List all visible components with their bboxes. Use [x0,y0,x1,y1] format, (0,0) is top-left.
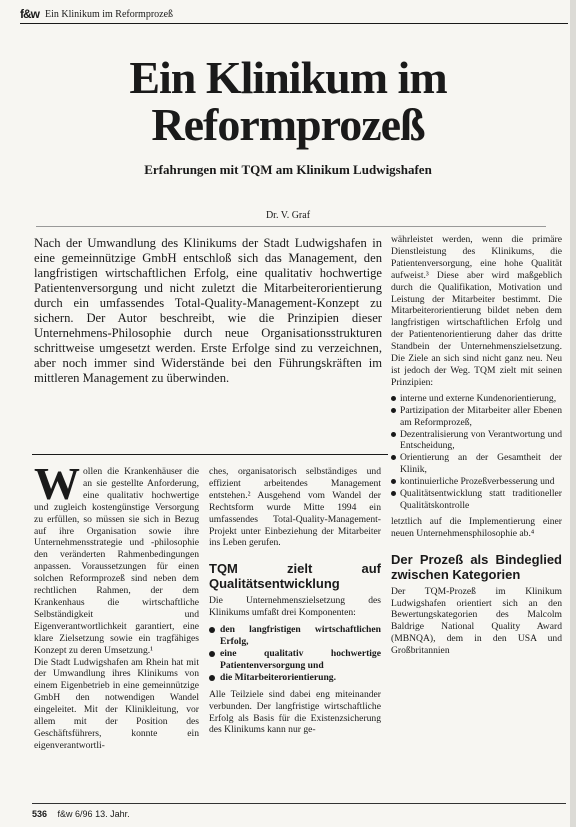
paragraph-text: ollen die Krankenhäuser die an sie gestellte Anforderung, eine qualitativ hochwertige und zugleich kostengünstige Versorgung zu erfüllen, so müssen sie sich in Bezug auf ihre Organisation sowie ihre Unternehmensstrategie und -philosophie den veränderten Rahmenbedingungen anpassen. Voraussetzungen für einen solchen Reformprozeß sind neben dem rechtlichen Rahmen, der dem Krankenhaus die wirtschaftliche Selbständigkeit und Eigenverantwortlichkeit garantiert, eine klare Zielsetzung sowie ein tragfähiges Konzept zu deren Umsetzung.¹ [34,466,199,656]
principles-list [391,393,562,512]
list-item: interne und externe Kundenorientierung, [391,393,562,405]
page-footer [32,809,130,819]
paragraph: letztlich auf die Implementierung einer neuen Unternehmensphilosophie ab.⁴ [391,515,562,539]
header-rule [20,23,568,24]
article-subtitle: Erfahrungen mit TQM am Klinikum Ludwigshafen [144,162,432,177]
running-title: Ein Klinikum im Reformprozeß [45,8,174,20]
column-1 [34,458,199,752]
journal-logo: f&w [20,7,39,21]
journal-issue: f&w 6/96 13. Jahr. [57,809,130,819]
author-rule [36,226,546,227]
drop-cap: W [34,458,80,509]
article-title-line-1: Ein Klinikum im [129,52,447,103]
paragraph: ches, organisatorisch selbständiges und effizient arbeitendes Management entstehen.² Ausgehend vom Wandel der Rechtsform wurde Mitte 1994 ein umfassendes Total-Quality-Management-Projekt unter Einbeziehung der Mitarbeiter ins Leben gerufen. [209,466,381,549]
paragraph: währleistet werden, wenn die primäre Dienstleistung des Klinikums, die Patientenversorgung, eine hohe Qualität aufweist.³ Diese aber wird maßgeblich durch die Qualifikation, Motivation und Leistung der Mitarbeiter bestimmt. Die Mitarbeiterorientierung bildet neben dem langfristigen wirtschaftlichen Erfolg und der Patientenorientierung daher das dritte Standbein der Unternehmenszielsetzung. Die Ziele an sich sind nicht ganz neu. Neu ist jedoch der Weg. TQM zielt mit seinen Prinzipien: [391,234,562,388]
paragraph: Die Unternehmenszielsetzung des Klinikums umfaßt drei Komponenten: [209,595,381,619]
list-item: die Mitarbeiterorientierung. [209,672,381,684]
list-item: den langfristigen wirtschaftlichen Erfolg, [209,624,381,648]
abstract-separator [32,454,388,455]
author: Dr. V. Graf [265,210,311,221]
list-item: kontinuierliche Prozeßverbesserung und [391,476,562,488]
column-2 [209,466,381,736]
footer-rule [32,803,566,804]
list-item: Partizipation der Mitarbeiter aller Ebenen am Reformprozeß, [391,405,562,429]
list-item: Orientierung an der Gesamtheit der Klinik, [391,452,562,476]
page-number: 536 [32,809,48,819]
list-item: Qualitätsentwicklung statt traditioneller Qualitätskontrolle [391,488,562,512]
running-header [20,6,568,22]
paragraph: Die Stadt Ludwigshafen am Rhein hat mit der Umwandlung ihres Klinikums von einem Eigenbetrieb in eine gemeinnützige GmbH den notwendigen Wandel eingeleitet. Mit der Klinikleitung, vor allem mit der Position des Geschäftsführers, konnte ein eigenverantwortli- [34,656,199,751]
section-heading: TQM zielt auf Qualitätsentwicklung [209,561,381,592]
goal-list [209,624,381,684]
paragraph: Der TQM-Prozeß im Klinikum Ludwigshafen orientiert sich an den Bewertungskategorien des Malcolm Baldrige National Quality Award (MBNQA), dem in den USA und Großbritannien [391,585,562,657]
article-title-line-2: Reformprozeß [151,99,425,150]
abstract: Nach der Umwandlung des Klinikums der Stadt Ludwigshafen in eine gemeinnützige GmbH entschloß sich das Management, den langfristigen wirtschaftlichen Erfolg, eine qualitativ hochwertige Patientenversorgung und nicht zuletzt die Mitarbeiterorientierung durch ein umfassendes Total-Quality-Management-Konzept zu sichern. Der Autor beschreibt, wie die Prinzipien dieser Unternehmens-Philosophie durch neue Organisationsstrukturen schrittweise umgesetzt werden. Erste Erfolge sind zu verzeichnen, aber noch immer sind Widerstände bei den Führungskräften im mittleren Management zu überwinden. [34,236,382,385]
list-item: eine qualitativ hochwertige Patientenversorgung und [209,648,381,672]
column-3 [391,234,562,657]
section-heading: Der Prozeß als Bindeglied zwischen Kategorien [391,551,562,582]
paragraph [34,458,199,657]
paragraph: Alle Teilziele sind dabei eng miteinander verbunden. Der langfristige wirtschaftliche Erfolg als Basis für die Existenzsicherung des Klinikums kann nur ge- [209,688,381,736]
list-item: Dezentralisierung von Verantwortung und Entscheidung, [391,429,562,453]
